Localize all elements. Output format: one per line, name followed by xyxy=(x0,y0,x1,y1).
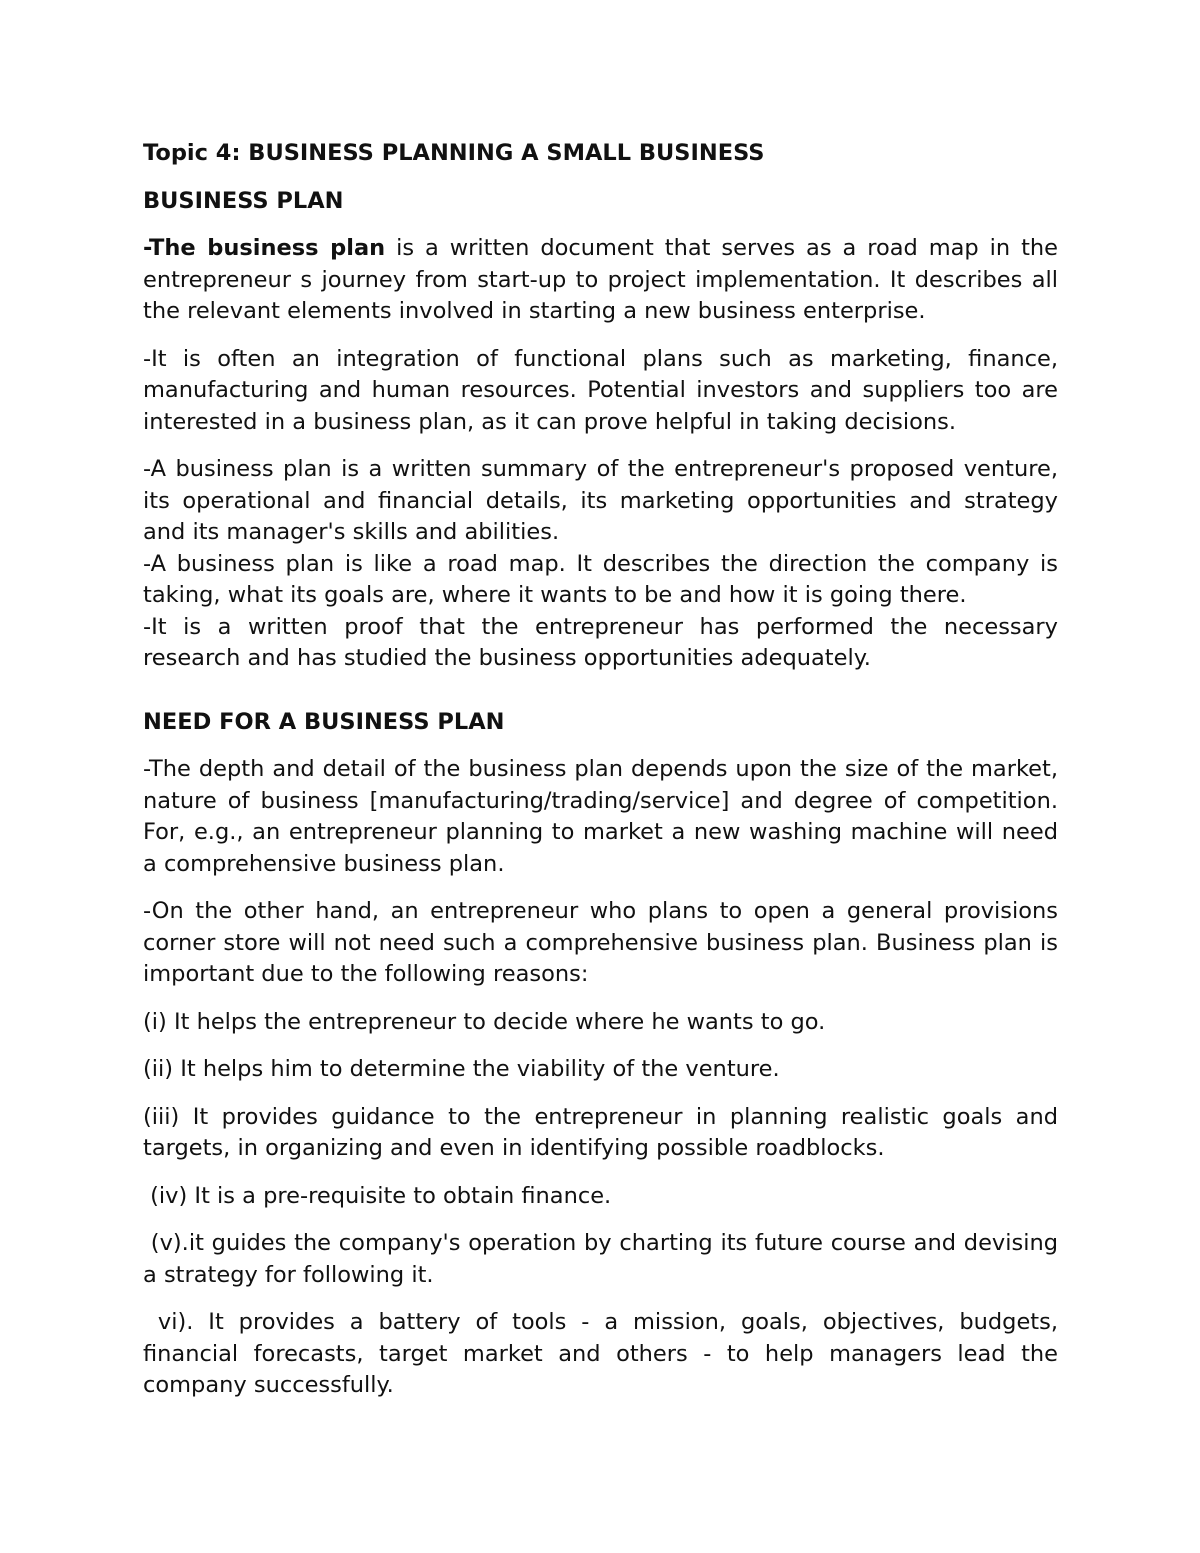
paragraph-road-map: -A business plan is like a road map. It describes the direction the company is taking, what its goals are, where it wants to be and how it is going there. xyxy=(143,550,1058,608)
paragraph-text: is a written document that serves as a road map in the entrepreneur s journey from start-up to project implementation. It describes all the relevant elements involved in starting a new business enterprise. xyxy=(143,235,1059,324)
paragraph-summary: -A business plan is a written summary of the entrepreneur's proposed venture, its operational and financial details, its marketing opportunities and strategy and its manager's skills and abilities. xyxy=(143,456,1058,545)
document-page xyxy=(143,138,1066,1418)
paragraph-depth: -The depth and detail of the business plan depends upon the size of the market, nature of business [manufacturing/trading/service] and degree of competition. For, e.g., an entrepreneur planning to market a new washing machine will need a comprehensive business plan. xyxy=(143,756,1058,877)
reason-item: (ii) It helps him to determine the viability of the venture. xyxy=(143,1056,780,1082)
document-title: Topic 4: BUSINESS PLANNING A SMALL BUSINESS xyxy=(143,140,765,166)
section-heading-business-plan: BUSINESS PLAN xyxy=(143,187,344,214)
paragraph-integration: -It is often an integration of functional plans such as marketing, finance, manufacturing and human resources. Potential investors and suppliers too are interested in a business plan, as it can prove helpful in taking decisions. xyxy=(143,345,1058,435)
reason-item: (iv) It is a pre-requisite to obtain finance. xyxy=(143,1182,612,1209)
paragraph-other-hand: -On the other hand, an entrepreneur who plans to open a general provisions corner store will not need such a comprehensive business plan. Business plan is important due to the following reasons: xyxy=(143,898,1058,987)
reason-item: (iii) It provides guidance to the entrepreneur in planning realistic goals and targets, in organizing and even in identifying possible roadblocks. xyxy=(143,1103,1058,1161)
paragraph-definition xyxy=(143,233,1058,328)
bold-term: -The business plan xyxy=(143,235,386,261)
reason-item: (v).it guides the company's operation by charting its future course and devising a strategy for following it. xyxy=(143,1230,1066,1288)
reason-item: vi). It provides a battery of tools - a mission, goals, objectives, budgets, financial forecasts, target market and others - to help managers lead the company successfully. xyxy=(143,1309,1066,1398)
paragraph-written-proof: -It is a written proof that the entrepreneur has performed the necessary research and has studied the business opportunities adequately. xyxy=(143,613,1058,671)
section-heading-need: NEED FOR A BUSINESS PLAN xyxy=(143,708,505,735)
reason-item: (i) It helps the entrepreneur to decide where he wants to go. xyxy=(143,1008,826,1035)
